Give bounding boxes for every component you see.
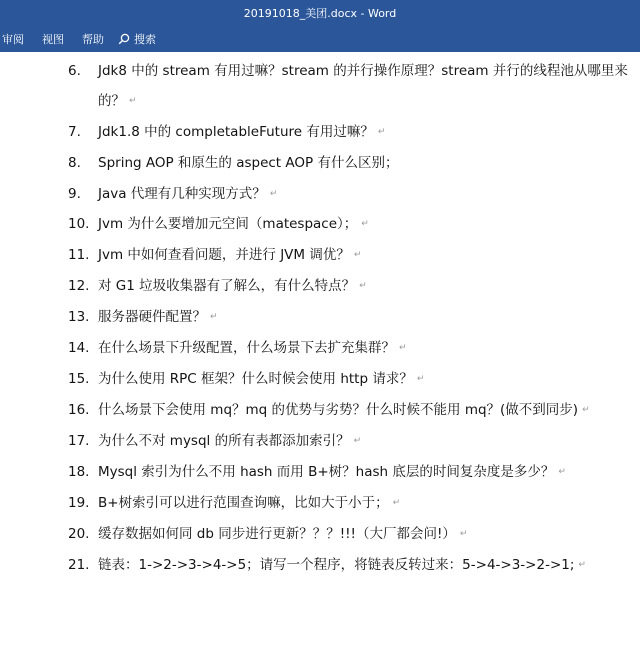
paragraph-mark-icon: ↵ [558,467,566,477]
search-box[interactable] [118,31,156,47]
ribbon-tabs [0,26,640,52]
list-item: 13. 服务器硬件配置？ ↵ [68,309,218,325]
list-item-continuation: 的？ ↵ [98,93,137,109]
paragraph-mark-icon: ↵ [359,281,367,291]
list-item: 21. 链表：1->2->3->4->5；请写一个程序，将链表反转过来：5->4->3->2->1; ↵ [68,557,586,573]
list-item: 17. 为什么不对 mysql 的所有表都添加索引？ ↵ [68,433,362,449]
list-item: 14. 在什么场景下升级配置，什么场景下去扩充集群？ ↵ [68,340,407,356]
list-item: 15. 为什么使用 RPC 框架？什么时候会使用 http 请求？ ↵ [68,371,425,387]
tab-view[interactable]: 视图 [42,33,64,46]
window-title: 20191018_美团.docx - Word [243,7,397,20]
paragraph-mark-icon: ↵ [399,343,407,353]
list-item: 19. B+树索引可以进行范围查询嘛，比如大于小于； ↵ [68,495,401,511]
paragraph-mark-icon: ↵ [269,189,278,199]
list-item: 9. Java 代理有几种实现方式？ ↵ [68,186,278,202]
paragraph-mark-icon: ↵ [353,250,362,260]
list-item: 12. 对 G1 垃圾收集器有了解么，有什么特点？ ↵ [68,278,367,294]
paragraph-mark-icon: ↵ [353,436,362,446]
paragraph-mark-icon: ↵ [129,96,137,106]
paragraph-mark-icon: ↵ [578,560,586,570]
list-item: 20. 缓存数据如何同 db 同步进行更新？？？!!!（大厂都会问!） ↵ [68,526,468,542]
list-item: 10. Jvm 为什么要增加元空间（matespace）； ↵ [68,216,369,232]
paragraph-mark-icon: ↵ [459,529,468,539]
list-item: 8. Spring AOP 和原生的 aspect AOP 有什么区别； [68,155,399,171]
paragraph-mark-icon: ↵ [377,127,386,137]
paragraph-mark-icon: ↵ [392,498,401,508]
list-item: 6. Jdk8 中的 stream 有用过嘛？stream 的并行操作原理？stream 并行的线程池从哪里来 [68,63,628,79]
document-body[interactable] [0,52,640,653]
title-bar [0,0,640,26]
list-item: 7. Jdk1.8 中的 completableFuture 有用过嘛？ ↵ [68,124,386,140]
paragraph-mark-icon: ↵ [361,219,369,229]
paragraph-mark-icon: ↵ [582,405,590,415]
tab-help[interactable]: 帮助 [82,33,104,46]
tab-review[interactable]: 审阅 [2,33,24,46]
list-item: 16. 什么场景下会使用 mq？mq 的优势与劣势？什么时候不能用 mq？(做不到同步) ↵ [68,402,590,418]
paragraph-mark-icon: ↵ [416,374,425,384]
search-label: 搜索 [134,33,156,46]
search-icon [118,33,130,45]
list-item: 11. Jvm 中如何查看问题，并进行 JVM 调优？ ↵ [68,247,362,263]
paragraph-mark-icon: ↵ [210,312,218,322]
list-item: 18. Mysql 索引为什么不用 hash 而用 B+树？hash 底层的时间复杂度是多少？ ↵ [68,464,566,480]
